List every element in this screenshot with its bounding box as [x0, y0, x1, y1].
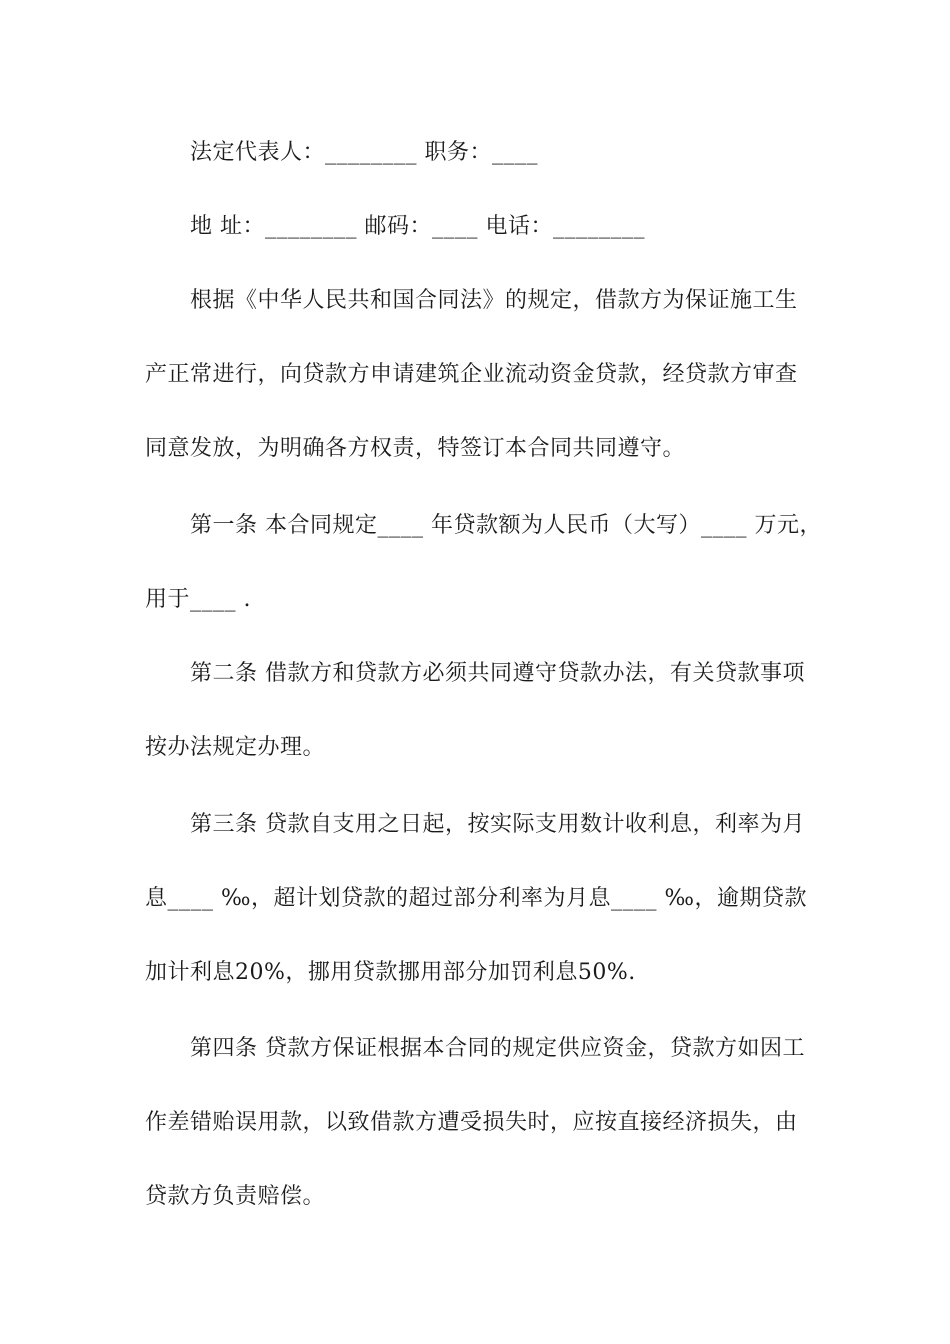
- article-3-line-1: 第三条 贷款自支用之日起，按实际支用数计收利息，利率为月: [190, 812, 805, 837]
- article-3-line-2: 息____ ‰，超计划贷款的超过部分利率为月息____ ‰，逾期贷款: [145, 886, 808, 911]
- preamble-line-1: 根据《中华人民共和国合同法》的规定，借款方为保证施工生: [190, 288, 798, 313]
- preamble-line-2: 产正常进行，向贷款方申请建筑企业流动资金贷款，经贷款方审查: [145, 362, 798, 387]
- article-4-line-1: 第四条 贷款方保证根据本合同的规定供应资金，贷款方如因工: [190, 1036, 805, 1061]
- article-2-line-1: 第二条 借款方和贷款方必须共同遵守贷款办法，有关贷款事项: [190, 661, 805, 686]
- preamble-line-3: 同意发放，为明确各方权责，特签订本合同共同遵守。: [145, 436, 686, 461]
- article-3-line-3: 加计利息20%，挪用贷款挪用部分加罚利息50%.: [145, 960, 636, 985]
- representative-line: 法定代表人：________ 职务：____: [190, 140, 538, 165]
- article-4-line-2: 作差错贻误用款，以致借款方遭受损失时，应按直接经济损失，由: [145, 1110, 798, 1135]
- article-1-line-1: 第一条 本合同规定____ 年贷款额为人民币（大写）____ 万元，: [190, 513, 822, 538]
- article-2-line-2: 按办法规定办理。: [145, 735, 326, 760]
- article-4-line-3: 贷款方负责赔偿。: [145, 1184, 326, 1209]
- article-1-line-2: 用于____ .: [145, 587, 251, 612]
- address-line: 地 址：________ 邮码：____ 电话：________: [190, 214, 645, 239]
